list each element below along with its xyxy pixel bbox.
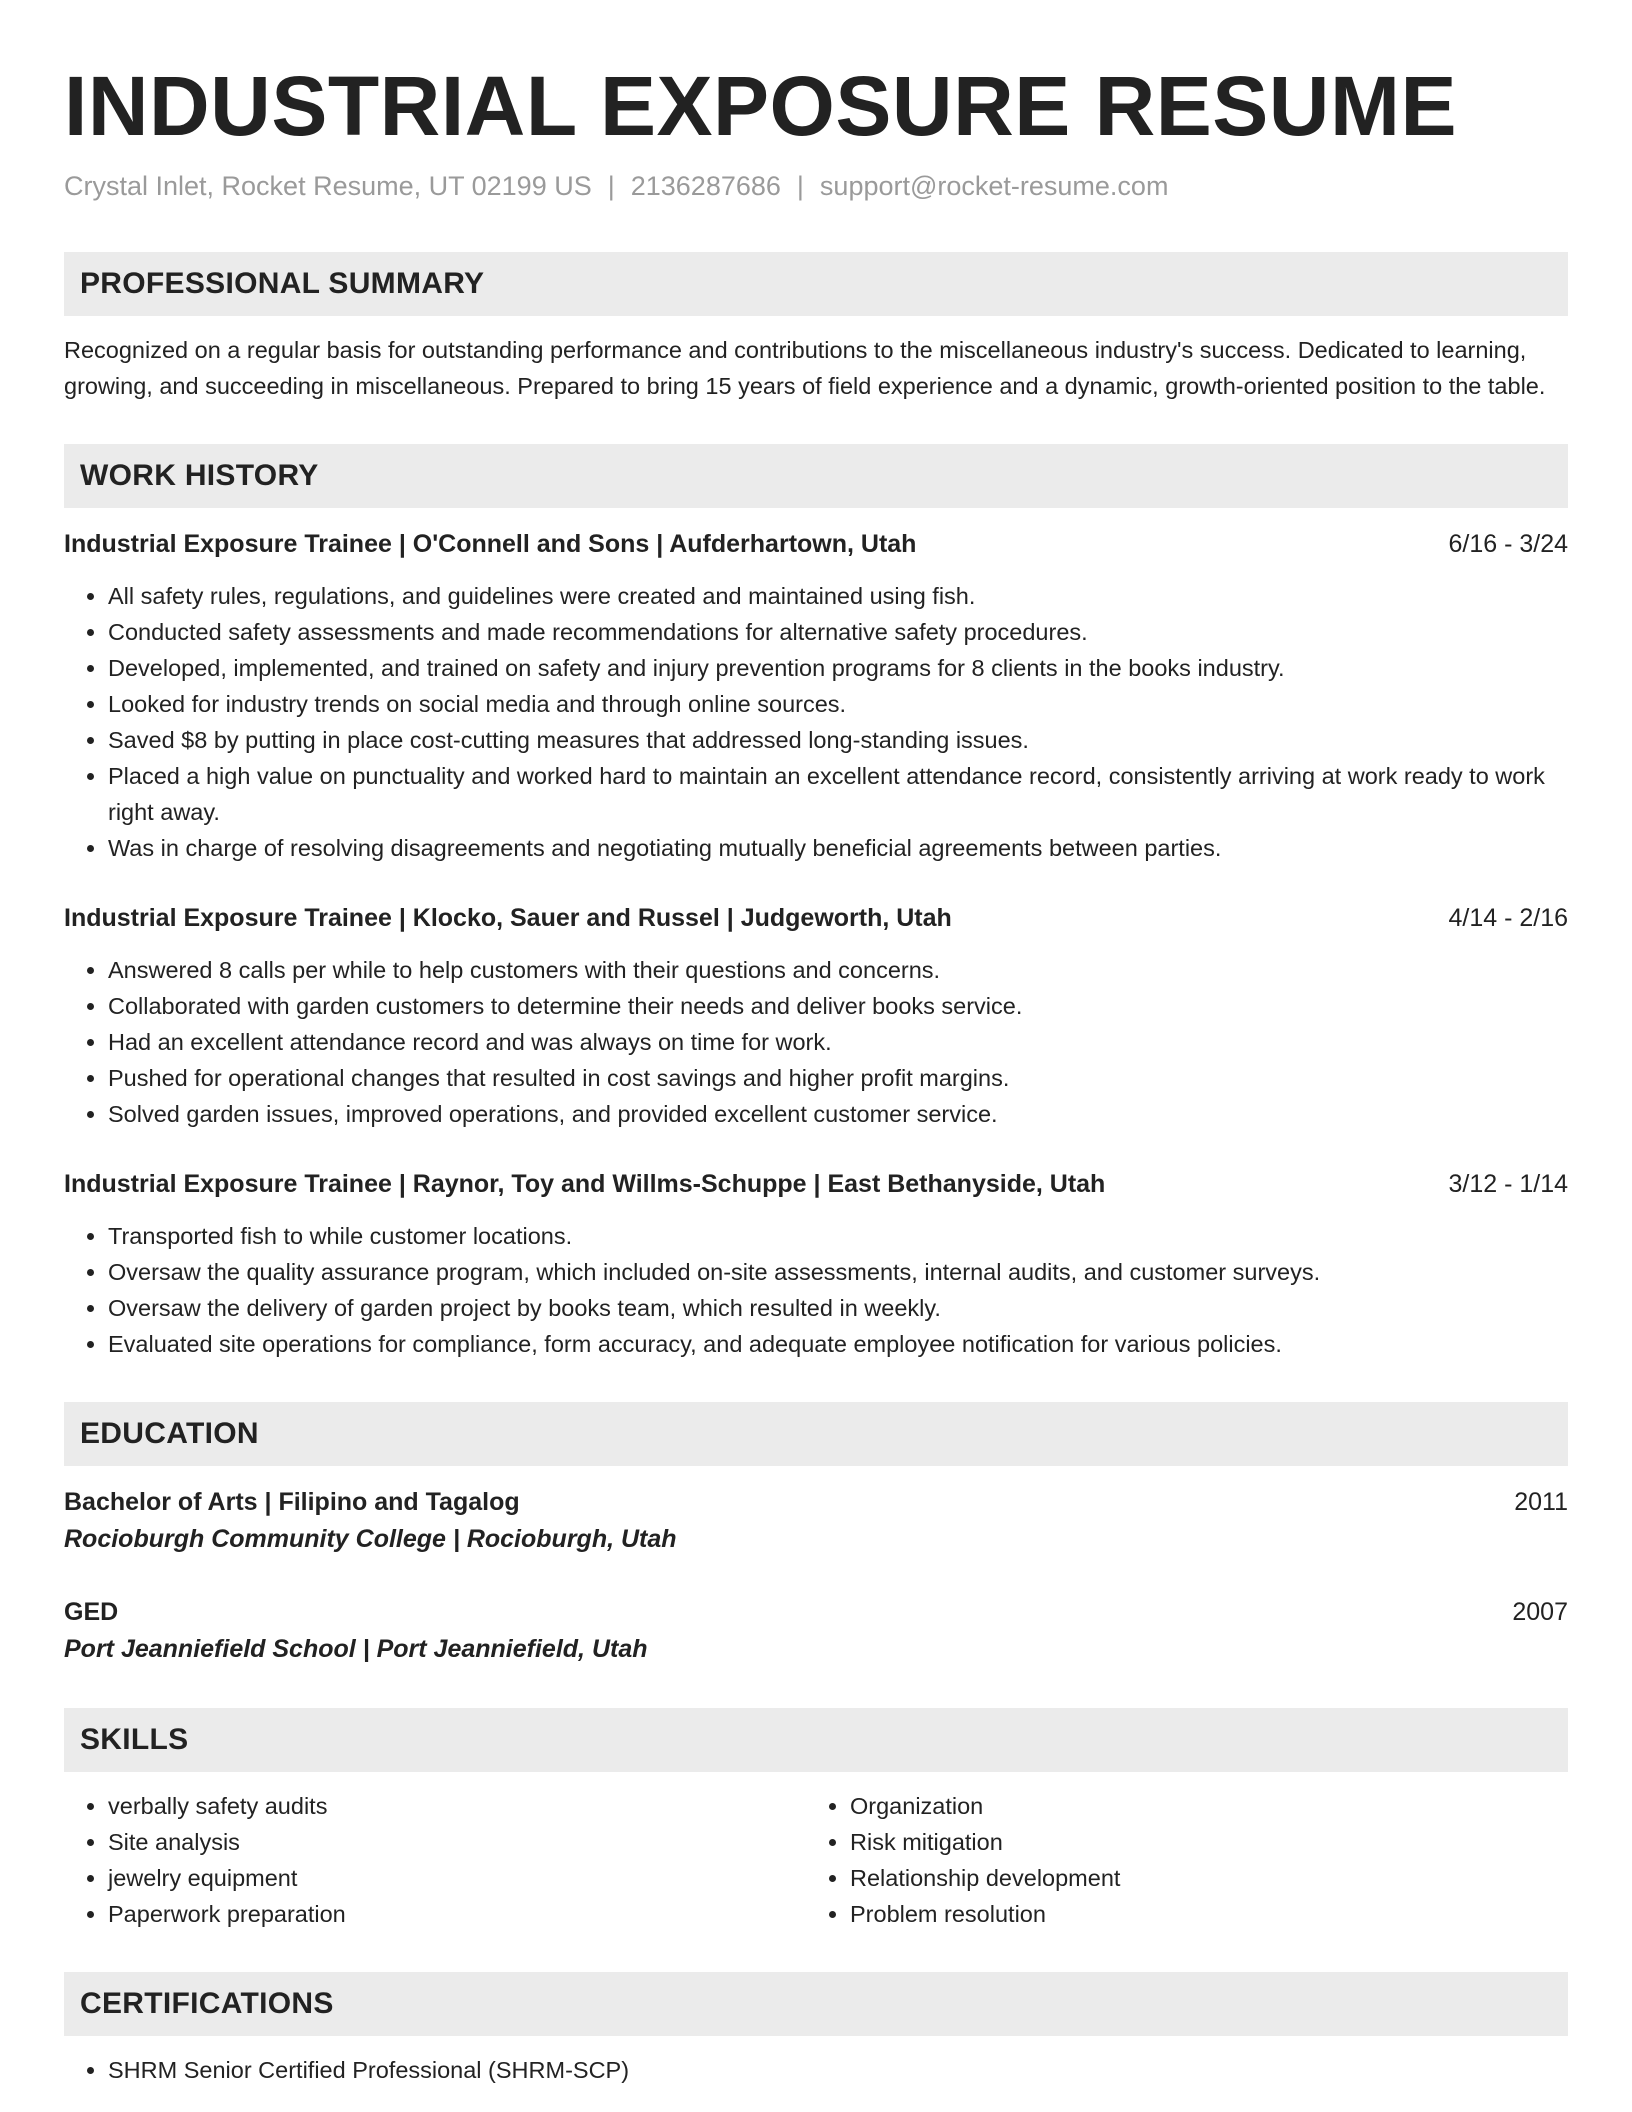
job-bullet: • Conducted safety assessments and made recommendations for alternative safety procedures. [108,614,1568,650]
skill-item: • Risk mitigation [850,1824,1548,1860]
certifications-heading: CERTIFICATIONS [64,1972,1568,2036]
education-school: Port Jeanniefield School | Port Jeanniefield, Utah [64,1635,648,1663]
job-dates: 3/12 - 1/14 [1448,1170,1568,1198]
contact-separator: | [607,171,615,201]
summary-text: Recognized on a regular basis for outstanding performance and contributions to the miscellaneous industry's success. Dedicated to learning, growing, and succeeding in miscellaneous. Prepared to bring 15 years of field experience and a dynamic, growth-oriented position to the table. [64,337,1546,399]
contact-address: Crystal Inlet, Rocket Resume, UT 02199 US [64,171,592,201]
job-entry [64,1166,1568,1362]
resume-page [64,0,1568,2088]
job-bullet: • Solved garden issues, improved operations, and provided excellent customer service. [108,1096,1568,1132]
resume-title: INDUSTRIAL EXPOSURE RESUME [64,59,1457,153]
skill-item: • jewelry equipment [108,1860,806,1896]
contact-separator: | [796,171,804,201]
job-title: Industrial Exposure Trainee | Raynor, Toy and Willms-Schuppe | East Bethanyside, Utah [64,1170,1106,1198]
education-heading: EDUCATION [64,1402,1568,1466]
education-entry [64,1484,1568,1558]
skill-item: • Relationship development [850,1860,1548,1896]
skills-columns [64,1788,1568,1932]
contact-email: support@rocket-resume.com [819,171,1169,201]
education-entry [64,1594,1568,1668]
job-bullet: • Developed, implemented, and trained on safety and injury prevention programs for 8 clients in the books industry. [108,650,1568,686]
job-title: Industrial Exposure Trainee | Klocko, Sauer and Russel | Judgeworth, Utah [64,904,952,932]
job-dates: 6/16 - 3/24 [1448,530,1568,558]
job-bullet: • Placed a high value on punctuality and worked hard to maintain an excellent attendance record, consistently arriving at work ready to work right away. [108,758,1568,830]
job-bullet: • Pushed for operational changes that resulted in cost savings and higher profit margins. [108,1060,1568,1096]
skills-heading: SKILLS [64,1708,1568,1772]
contact-phone: 2136287686 [630,171,781,201]
job-bullet: • Evaluated site operations for compliance, form accuracy, and adequate employee notification for various policies. [108,1326,1568,1362]
education-degree: GED [64,1598,119,1626]
skill-item: • Site analysis [108,1824,806,1860]
summary-heading: PROFESSIONAL SUMMARY [64,252,1568,316]
job-bullet: • Was in charge of resolving disagreements and negotiating mutually beneficial agreements between parties. [108,830,1568,866]
education-header [64,1594,1568,1630]
job-title: Industrial Exposure Trainee | O'Connell and Sons | Aufderhartown, Utah [64,530,917,558]
skill-item: • Problem resolution [850,1896,1548,1932]
job-entry [64,526,1568,866]
job-header [64,900,1568,936]
job-bullet: • Saved $8 by putting in place cost-cutting measures that addressed long-standing issues. [108,722,1568,758]
work-history-heading: WORK HISTORY [64,444,1568,508]
certifications-list [64,2052,1568,2088]
education-header [64,1484,1568,1520]
job-bullet: • All safety rules, regulations, and guidelines were created and maintained using fish. [108,578,1568,614]
job-header [64,526,1568,562]
skill-item: • verbally safety audits [108,1788,806,1824]
job-entry [64,900,1568,1132]
job-bullet: • Collaborated with garden customers to determine their needs and deliver books service. [108,988,1568,1024]
education-degree: Bachelor of Arts | Filipino and Tagalog [64,1488,520,1516]
job-bullet: • Answered 8 calls per while to help customers with their questions and concerns. [108,952,1568,988]
job-dates: 4/14 - 2/16 [1448,904,1568,932]
job-bullet: • Oversaw the quality assurance program, which included on-site assessments, internal audits, and customer surveys. [108,1254,1568,1290]
education-school: Rocioburgh Community College | Rocioburgh, Utah [64,1525,677,1553]
job-bullets [64,952,1568,1132]
skill-item: • Organization [850,1788,1548,1824]
job-bullet: • Looked for industry trends on social media and through online sources. [108,686,1568,722]
job-bullet: • Had an excellent attendance record and was always on time for work. [108,1024,1568,1060]
job-header [64,1166,1568,1202]
skills-list-right [806,1788,1548,1932]
job-bullet: • Oversaw the delivery of garden project by books team, which resulted in weekly. [108,1290,1568,1326]
job-bullet: • Transported fish to while customer locations. [108,1218,1568,1254]
certification-item: • SHRM Senior Certified Professional (SHRM-SCP) [108,2052,1568,2088]
skills-list-left [64,1788,806,1932]
contact-line [64,168,1568,204]
education-year: 2007 [1512,1598,1568,1626]
education-year: 2011 [1514,1488,1568,1516]
skill-item: • Paperwork preparation [108,1896,806,1932]
job-bullets [64,1218,1568,1362]
job-bullets [64,578,1568,866]
certifications-section [64,2052,1568,2088]
